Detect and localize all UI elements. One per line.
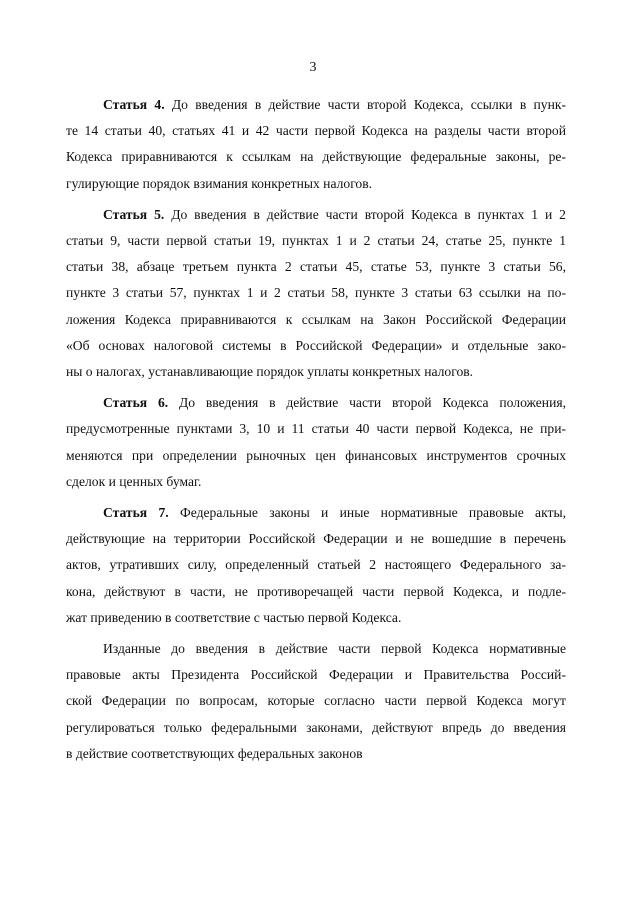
text-fragment: До введения в действие части второй Кодекса в пунктах 1 и 2 — [164, 206, 566, 222]
text-line — [66, 390, 566, 416]
article-5-paragraph — [66, 202, 566, 385]
document-body — [66, 92, 566, 772]
text-line: пункте 3 статьи 57, пунктах 1 и 2 статьи 58, пункте 3 статьи 63 ссылки на по- — [66, 285, 566, 301]
text-line: правовые акты Президента Российской Федерации и Правительства Россий- — [66, 667, 566, 683]
text-line: ской Федерации по вопросам, которые согласно части первой Кодекса могут — [66, 693, 566, 709]
text-line: действующие на территории Российской Федерации и не вошедшие в перечень — [66, 531, 566, 547]
text-line: кона, действуют в части, не противоречащей части первой Кодекса, и подле- — [66, 583, 566, 599]
text-line: те 14 статьи 40, статьях 41 и 42 части первой Кодекса на разделы части второй — [66, 123, 566, 139]
text-line — [66, 92, 566, 118]
text-line: жат приведению в соответствие с частью первой Кодекса. — [66, 609, 402, 625]
text-fragment: Федеральные законы и иные нормативные правовые акты, — [168, 505, 566, 521]
text-line: «Об основах налоговой системы в Российской Федерации» и отдельные зако- — [66, 337, 566, 353]
text-line: статьи 9, части первой статьи 19, пунктах 1 и 2 статьи 24, статье 25, пункте 1 — [66, 233, 566, 249]
page-number: 3 — [309, 60, 317, 75]
text-line: Кодекса приравниваются к ссылкам на действующие федеральные законы, ре- — [66, 149, 566, 165]
text-line: в действие соответствующих федеральных законов — [66, 745, 363, 761]
article-label: Статья 5. — [103, 206, 165, 222]
text-line: гулирующие порядок взимания конкретных налогов. — [66, 175, 373, 191]
text-line: ны о налогах, устанавливающие порядок уплаты конкретных налогов. — [66, 364, 474, 380]
article-label: Статья 4. — [103, 97, 165, 112]
article-4-paragraph — [66, 92, 566, 197]
text-fragment: До введения в действие части второй Кодекса положения, — [168, 395, 566, 411]
article-label: Статья 7. — [103, 505, 169, 521]
text-line: сделок и ценных бумаг. — [66, 473, 202, 489]
text-line: меняются при определении рыночных цен финансовых инструментов срочных — [66, 447, 566, 463]
article-label: Статья 6. — [103, 395, 169, 411]
text-line — [66, 202, 566, 228]
text-line: актов, утративших силу, определенный статьей 2 настоящего Федерального за- — [66, 557, 566, 573]
text-fragment: До введения в действие части второй Кодекса, ссылки в пунк- — [164, 97, 566, 112]
text-line: регулироваться только федеральными законами, действуют впредь до введения — [66, 719, 566, 735]
text-line: статьи 38, абзаце третьем пункта 2 статьи 45, статье 53, пункте 3 статьи 56, — [66, 259, 566, 275]
article-6-paragraph — [66, 390, 566, 495]
text-line: ложения Кодекса приравниваются к ссылкам на Закон Российской Федерации — [66, 311, 566, 327]
article-7-paragraph — [66, 500, 566, 631]
text-line: предусмотренные пунктами 3, 10 и 11 статьи 40 части первой Кодекса, не при- — [66, 421, 566, 437]
text-line — [66, 500, 566, 526]
final-paragraph — [66, 636, 566, 767]
text-line: Изданные до введения в действие части первой Кодекса нормативные — [103, 641, 566, 657]
